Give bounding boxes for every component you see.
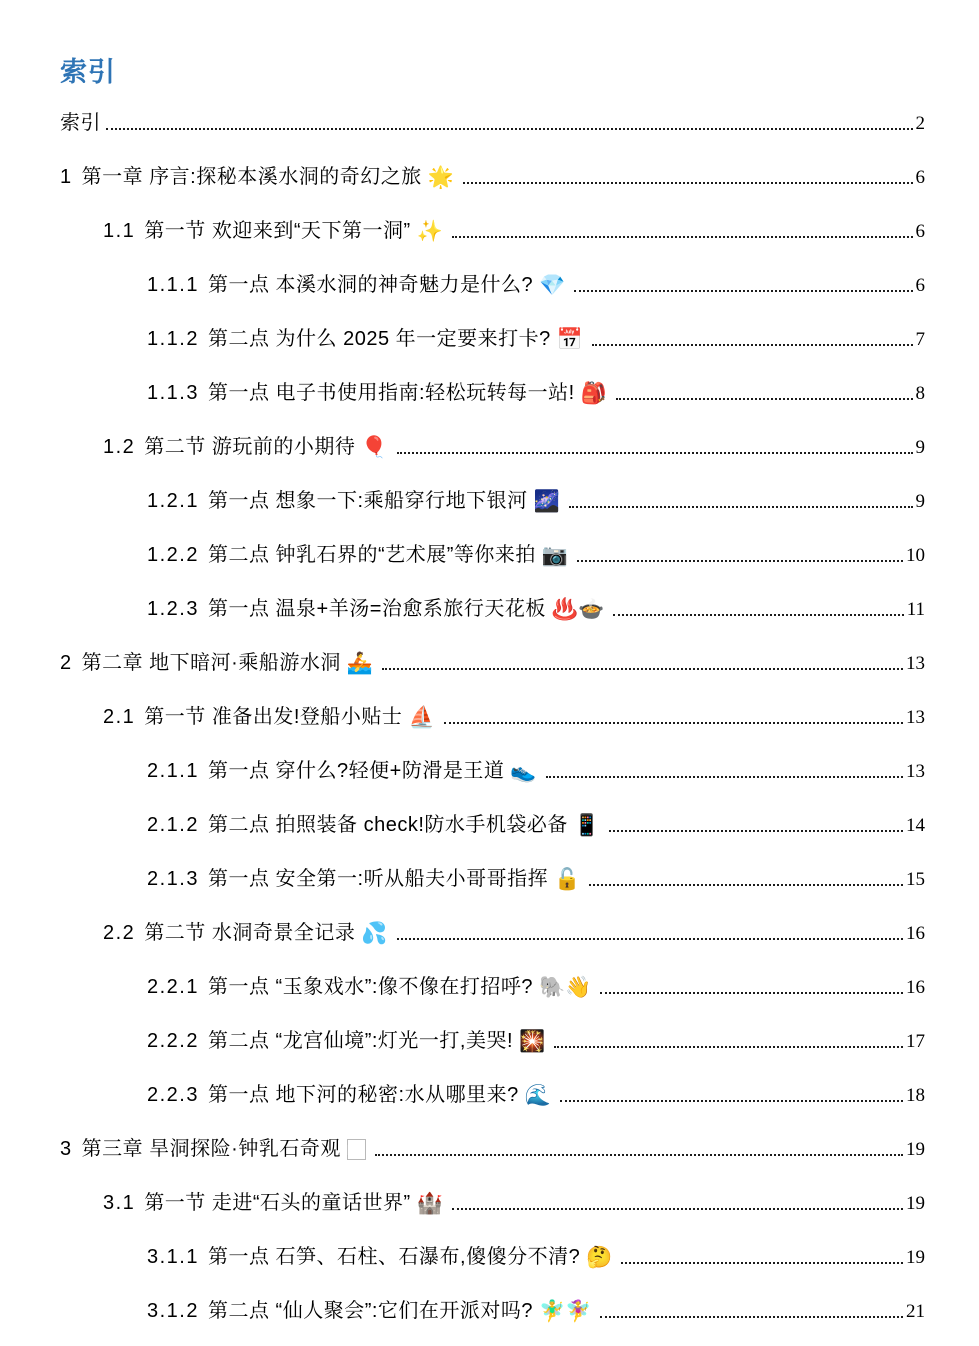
gem-stone-icon: 💎: [539, 274, 566, 297]
toc-entry-page-number: 15: [906, 869, 925, 890]
toc-entry[interactable]: [60, 1280, 925, 1334]
toc-entry[interactable]: [60, 578, 925, 632]
toc-entry-number: 2.1.2: [147, 814, 199, 836]
toc-entry-label: 第一点 本溪水洞的神奇魅力是什么?: [207, 274, 534, 296]
toc-entry-number: 1.2: [103, 436, 136, 458]
toc-entry[interactable]: [60, 146, 925, 200]
toc-entry[interactable]: [60, 902, 925, 956]
toc-entry-number: 1: [60, 166, 73, 188]
camera-icon: 📷: [541, 544, 569, 567]
toc-entry-number: 3.1.2: [147, 1300, 199, 1322]
toc-entry-page-number: 19: [906, 1247, 925, 1268]
toc-entry-page-number: 7: [915, 329, 925, 350]
dot-leader: [616, 398, 913, 400]
toc-entry[interactable]: [60, 416, 925, 470]
toc-entry-label: 第一点 安全第一:听从船夫小哥哥指挥: [207, 868, 549, 890]
toc-entry-page-number: 16: [906, 923, 925, 944]
dot-leader: [621, 1262, 903, 1264]
toc-entry[interactable]: [60, 794, 925, 848]
toc-entry-page-number: 17: [906, 1031, 925, 1052]
dot-leader: [613, 614, 904, 616]
dot-leader: [397, 452, 913, 454]
toc-entry-page-number: 19: [906, 1193, 925, 1214]
toc-entry-page-number: 21: [906, 1301, 925, 1322]
toc-entry-number: 1.2.2: [147, 544, 199, 566]
toc-entry-label: 第二点 拍照装备 check!防水手机袋必备: [207, 814, 568, 836]
dot-leader: [444, 722, 903, 724]
dot-leader: [463, 182, 913, 184]
toc-entry[interactable]: [60, 254, 925, 308]
toc-entry-page-number: 6: [915, 167, 925, 188]
sparkler-icon: 🎇: [519, 1030, 546, 1053]
toc-entry[interactable]: [60, 1172, 925, 1226]
toc-entry[interactable]: [60, 1118, 925, 1172]
dot-leader: [592, 344, 913, 346]
sparkles-icon: ✨: [416, 220, 443, 243]
toc-entry-label: 索引: [60, 112, 101, 134]
toc-entry[interactable]: [60, 92, 925, 146]
toc-entry-page-number: 10: [906, 545, 925, 566]
mobile-phone-icon: 📱: [573, 814, 601, 837]
dot-leader: [609, 830, 903, 832]
toc-entry-page-number: 13: [906, 761, 925, 782]
dot-leader: [452, 236, 913, 238]
dot-leader: [577, 560, 903, 562]
man-and-woman-fairy-icon: 🧚‍♂️🧚‍♀️: [539, 1300, 592, 1323]
toc-entry-page-number: 14: [906, 815, 925, 836]
toc-entry-number: 3.1.1: [147, 1246, 199, 1268]
water-wave-icon: 🌊: [524, 1084, 551, 1107]
dot-leader: [375, 1154, 903, 1156]
toc-entry-number: 2.1: [103, 706, 136, 728]
toc-entry-label: 第二节 水洞奇景全记录: [144, 922, 356, 944]
toc-entry[interactable]: [60, 632, 925, 686]
toc-entry-label: 第一章 序言:探秘本溪水洞的奇幻之旅: [81, 166, 422, 188]
page-title: 索引: [60, 57, 116, 87]
dot-leader: [600, 992, 903, 994]
dot-leader: [382, 668, 903, 670]
toc-entry-number: 3.1: [103, 1192, 136, 1214]
toc-entry-label: 第二点 钟乳石界的“艺术展”等你来拍: [207, 544, 536, 566]
thinking-face-icon: 🤔: [586, 1246, 613, 1269]
toc-entry-page-number: 18: [906, 1085, 925, 1106]
toc-entry-number: 2.2.1: [147, 976, 199, 998]
dot-leader: [589, 884, 903, 886]
hot-springs-pot-of-food-icon: ♨️🍲: [551, 598, 605, 621]
toc-entry-number: 2.1.3: [147, 868, 199, 890]
toc-entry-number: 1.2.3: [147, 598, 199, 620]
toc-entry-number: 2.2.2: [147, 1030, 199, 1052]
person-rowing-boat-icon: 🚣: [346, 652, 373, 675]
toc-entry-label: 第二点 “仙人聚会”:它们在开派对吗?: [207, 1300, 534, 1322]
toc-entry[interactable]: [60, 1010, 925, 1064]
toc-entry-page-number: 16: [906, 977, 925, 998]
toc-entry-number: 3: [60, 1138, 73, 1160]
toc-entry[interactable]: [60, 956, 925, 1010]
dot-leader: [569, 506, 913, 508]
dot-leader: [560, 1100, 903, 1102]
dot-leader: [574, 290, 912, 292]
toc-entry-page-number: 6: [915, 275, 925, 296]
toc-entry[interactable]: [60, 1064, 925, 1118]
toc-entry-number: 1.1.2: [147, 328, 199, 350]
toc-entry[interactable]: [60, 200, 925, 254]
unlocked-padlock-icon: 🔓: [554, 868, 581, 891]
missing-glyph-icon: □: [347, 1139, 366, 1160]
dot-leader: [452, 1208, 903, 1210]
toc-entry-label: 第一点 地下河的秘密:水从哪里来?: [207, 1084, 519, 1106]
toc-entry-page-number: 8: [915, 383, 925, 404]
calendar-icon: 📅: [556, 328, 583, 351]
toc-entry[interactable]: [60, 362, 925, 416]
toc-entry-label: 第二点 为什么 2025 年一定要来打卡?: [207, 328, 551, 350]
table-of-contents: [60, 92, 925, 1334]
toc-entry-number: 1.1.1: [147, 274, 199, 296]
toc-entry-page-number: 6: [915, 221, 925, 242]
toc-entry[interactable]: [60, 848, 925, 902]
toc-entry-label: 第二章 地下暗河·乘船游水洞: [81, 652, 341, 674]
toc-entry-label: 第一节 欢迎来到“天下第一洞”: [144, 220, 411, 242]
toc-entry[interactable]: [60, 470, 925, 524]
toc-entry-page-number: 11: [906, 599, 925, 620]
toc-entry-label: 第一点 穿什么?轻便+防滑是王道: [207, 760, 505, 782]
toc-entry[interactable]: [60, 308, 925, 362]
toc-entry-label: 第二节 游玩前的小期待: [144, 436, 356, 458]
toc-entry-label: 第一点 温泉+羊汤=治愈系旅行天花板: [207, 598, 546, 620]
elephant-waving-hand-icon: 🐘👋: [539, 976, 592, 999]
toc-entry-page-number: 13: [906, 707, 925, 728]
toc-entry-page-number: 19: [906, 1139, 925, 1160]
toc-entry-label: 第一点 石笋、石柱、石瀑布,傻傻分不清?: [207, 1246, 581, 1268]
backpack-icon: 🎒: [580, 382, 607, 405]
toc-entry-number: 1.1: [103, 220, 136, 242]
toc-entry-label: 第一节 准备出发!登船小贴士: [144, 706, 403, 728]
sweat-droplets-icon: 💦: [361, 922, 388, 945]
glowing-star-icon: 🌟: [427, 166, 454, 189]
toc-entry-label: 第一点 电子书使用指南:轻松玩转每一站!: [207, 382, 575, 404]
dot-leader: [106, 128, 913, 130]
toc-entry[interactable]: [60, 524, 925, 578]
toc-entry-label: 第一点 想象一下:乘船穿行地下银河: [207, 490, 528, 512]
toc-entry-label: 第一点 “玉象戏水”:像不像在打招呼?: [207, 976, 534, 998]
toc-entry-page-number: 9: [915, 491, 925, 512]
toc-entry-number: 2: [60, 652, 73, 674]
toc-entry-page-number: 9: [915, 437, 925, 458]
balloon-icon: 🎈: [361, 436, 388, 459]
toc-entry-number: 2.2: [103, 922, 136, 944]
sailboat-icon: ⛵: [408, 706, 435, 729]
dot-leader: [554, 1046, 903, 1048]
toc-entry[interactable]: [60, 1226, 925, 1280]
toc-entry[interactable]: [60, 686, 925, 740]
toc-entry-label: 第一节 走进“石头的童话世界”: [144, 1192, 411, 1214]
toc-entry-number: 2.1.1: [147, 760, 199, 782]
dot-leader: [600, 1316, 903, 1318]
dot-leader: [397, 938, 903, 940]
castle-icon: 🏰: [416, 1192, 443, 1215]
dot-leader: [546, 776, 904, 778]
toc-entry-number: 2.2.3: [147, 1084, 199, 1106]
toc-entry-page-number: 2: [915, 113, 925, 134]
running-shoe-icon: 👟: [510, 760, 537, 783]
toc-entry-label: 第二点 “龙宫仙境”:灯光一打,美哭!: [207, 1030, 514, 1052]
toc-entry-label: 第三章 旱洞探险·钟乳石奇观: [81, 1138, 341, 1160]
toc-entry-number: 1.1.3: [147, 382, 199, 404]
milky-way-icon: 🌌: [533, 490, 560, 513]
toc-entry-number: 1.2.1: [147, 490, 199, 512]
toc-entry-page-number: 13: [906, 653, 925, 674]
toc-entry[interactable]: [60, 740, 925, 794]
